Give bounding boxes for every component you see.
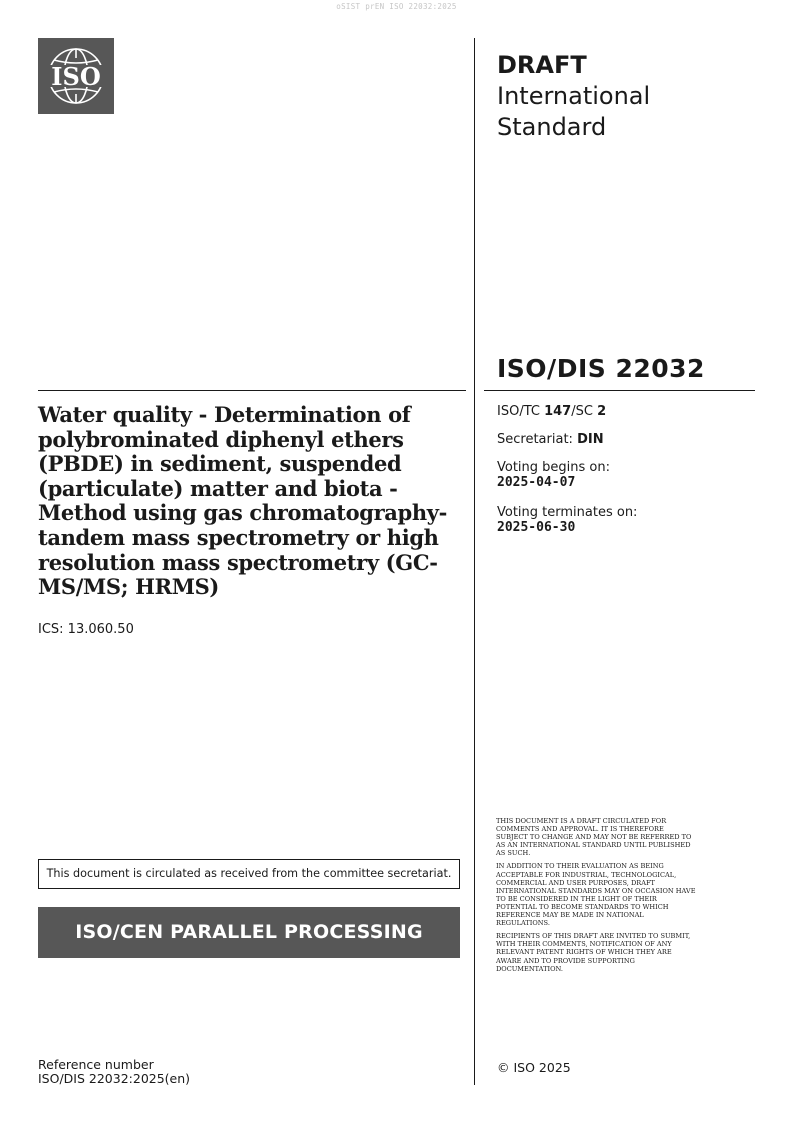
secretariat-line <box>497 432 604 447</box>
status-line-1: DRAFT <box>497 51 587 79</box>
iso-logo-text: ISO <box>51 62 101 91</box>
voting-begins-label: Voting begins on: <box>497 460 611 475</box>
reference-number <box>38 1058 190 1086</box>
voting-terminates <box>497 505 637 535</box>
voting-terminates-date: 2025-06-30 <box>497 520 576 535</box>
iso-logo <box>38 38 114 114</box>
status-line-2: International <box>497 82 651 110</box>
status-line-3: Standard <box>497 113 607 141</box>
committee-line <box>497 404 606 419</box>
horizontal-divider-left <box>38 390 466 391</box>
committee-prefix: ISO/TC <box>497 404 545 419</box>
disclaimer-paragraph: IN ADDITION TO THEIR EVALUATION AS BEING ACCEPTABLE FOR INDUSTRIAL, TECHNOLOGICAL, COMMERCIAL AND USER PURPOSES, DRAFT INTERNATIONAL STANDARDS MAY ON OCCASION HAVE TO BE CONSIDERED IN THE LIGHT OF THEIR POTENTIAL TO BECOME STANDARDS TO WHICH REFERENCE MAY BE MADE IN NATIONAL REGULATIONS. <box>496 862 696 928</box>
horizontal-divider-right <box>484 390 755 391</box>
circulation-notice: This document is circulated as received from the committee secretariat. <box>38 859 460 889</box>
voting-begins <box>497 460 610 490</box>
disclaimer-paragraph: RECIPIENTS OF THIS DRAFT ARE INVITED TO SUBMIT, WITH THEIR COMMENTS, NOTIFICATION OF ANY RELEVANT PATENT RIGHTS OF WHICH THEY ARE AWARE AND TO PROVIDE SUPPORTING DOCUMENTATION. <box>496 932 691 973</box>
document-title: Water quality - Determination of polybrominated diphenyl ethers (PBDE) in sediment, suspended (particulate) matter and biota - Method using gas chromatography-tandem mass spectrometry or high resolution mass spectrometry (GC-MS/MS; HRMS) <box>38 402 448 600</box>
reference-value: ISO/DIS 22032:2025(en) <box>38 1071 191 1086</box>
committee-mid: /SC <box>571 404 598 419</box>
committee-sc: 2 <box>597 404 607 419</box>
ics-code: ICS: 13.060.50 <box>38 622 134 637</box>
watermark-text: oSIST prEN ISO 22032:2025 <box>336 2 457 11</box>
committee-tc: 147 <box>544 404 572 419</box>
voting-begins-date: 2025-04-07 <box>497 475 576 490</box>
voting-terminates-label: Voting terminates on: <box>497 505 638 520</box>
copyright-notice: © ISO 2025 <box>497 1060 571 1075</box>
parallel-processing-banner: ISO/CEN PARALLEL PROCESSING <box>38 907 460 958</box>
disclaimer-paragraph: THIS DOCUMENT IS A DRAFT CIRCULATED FOR COMMENTS AND APPROVAL. IT IS THEREFORE SUBJECT TO CHANGE AND MAY NOT BE REFERRED TO AS AN INTERNATIONAL STANDARD UNTIL PUBLISHED AS SUCH. <box>496 817 692 858</box>
draft-disclaimer <box>496 817 696 978</box>
iso-globe-logo-icon <box>38 38 114 114</box>
secretariat-label: Secretariat: <box>497 432 578 447</box>
document-number: ISO/DIS 22032 <box>497 354 705 383</box>
vertical-divider <box>474 38 475 1085</box>
reference-label: Reference number <box>38 1057 154 1072</box>
document-status <box>497 50 650 143</box>
secretariat-value: DIN <box>577 432 604 447</box>
